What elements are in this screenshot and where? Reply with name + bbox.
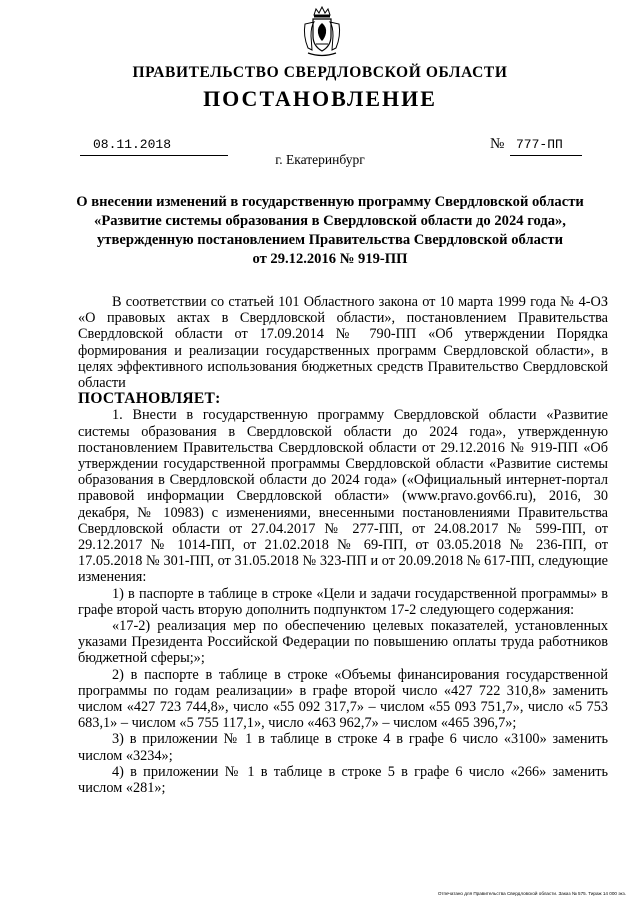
- subject-line: О внесении изменений в государственную программу Свердловской области: [76, 194, 584, 210]
- body-paragraph: 3) в приложении № 1 в таблице в строке 4 в графе 6 число «3100» заменить числом «3234»;: [78, 731, 608, 764]
- body-paragraph: 4) в приложении № 1 в таблице в строке 5 в графе 6 число «266» заменить числом «281»;: [78, 763, 608, 797]
- document-body: [78, 294, 608, 796]
- body-paragraph: «17-2) реализация мер по обеспечению целевых показателей, установленных указами Президента Российской Федерации по повышению оплаты труда работников бюджетной сферы;»;: [78, 618, 608, 667]
- subject-line: от 29.12.2016 № 919-ПП: [252, 251, 408, 267]
- subject-line: «Развитие системы образования в Свердловской области до 2024 года»,: [94, 213, 566, 229]
- government-title: ПРАВИТЕЛЬСТВО СВЕРДЛОВСКОЙ ОБЛАСТИ: [132, 64, 508, 81]
- preamble-paragraph: В соответствии со статьей 101 Областного закона от 10 марта 1999 года № 4-ОЗ «О правовых актах в Свердловской области», постановлением Правительства Свердловской области от 17.09.2014 № 790-ПП «Об утверждении Порядка формирования и реализации государственных программ Свердловской области», в целях эффективного использования бюджетных средств Правительство Свердловской области: [78, 294, 608, 392]
- print-footer-note: Отпечатано для Правительства Свердловской области. Заказ № 575. Тираж 14 000 экз.: [437, 891, 626, 896]
- document-subject: [60, 193, 600, 269]
- body-paragraph: 2) в паспорте в таблице в строке «Объемы финансирования государственной программы по годам реализации» в графе второй число «427 722 310,8» заменить числом «427 723 744,8», число «55 092 317,7» – числом «55 093 751,7», число «5 753 683,1» – числом «5 755 117,1», число «463 962,7» – числом «465 396,7»;: [78, 666, 608, 732]
- document-date: 08.11.2018: [93, 137, 172, 152]
- decree-word: ПОСТАНОВЛЯЕТ:: [78, 390, 221, 408]
- document-type: ПОСТАНОВЛЕНИЕ: [203, 86, 437, 111]
- city: г. Екатеринбург: [275, 152, 365, 167]
- number-sign: №: [490, 136, 505, 152]
- body-paragraph: 1. Внести в государственную программу Свердловской области «Развитие системы образования в Свердловской области до 2024 года», утвержденную постановлением Правительства Свердловской области от 29.12.2016 № 919-ПП «Об утверждении государственной программы Свердловской области «Развитие системы образования в Свердловской области до 2024 года» («Официальный интернет-портал правовой информации Свердловской области» (www.pravo.gov66.ru), 2016, 30 декабря, № 10983) с изменениями, внесенными постановлениями Правительства Свердловской области от 27.04.2017 № 277-ПП, от 24.08.2017 № 599-ПП, от 29.12.2017 № 1014-ПП, от 21.02.2018 № 69-ПП, от 03.05.2018 № 236-ПП, от 17.05.2018 № 301-ПП, от 31.05.2018 № 323-ПП и от 20.09.2018 № 617-ПП, следующие изменения:: [78, 407, 608, 586]
- body-paragraph: 1) в паспорте в таблице в строке «Цели и задачи государственной программы» в графе второй часть вторую дополнить подпунктом 17-2 следующего содержания:: [78, 585, 608, 618]
- coat-of-arms-icon: [302, 6, 342, 58]
- subject-line: утвержденную постановлением Правительства Свердловской области: [97, 232, 563, 248]
- document-number: 777-ПП: [516, 137, 563, 152]
